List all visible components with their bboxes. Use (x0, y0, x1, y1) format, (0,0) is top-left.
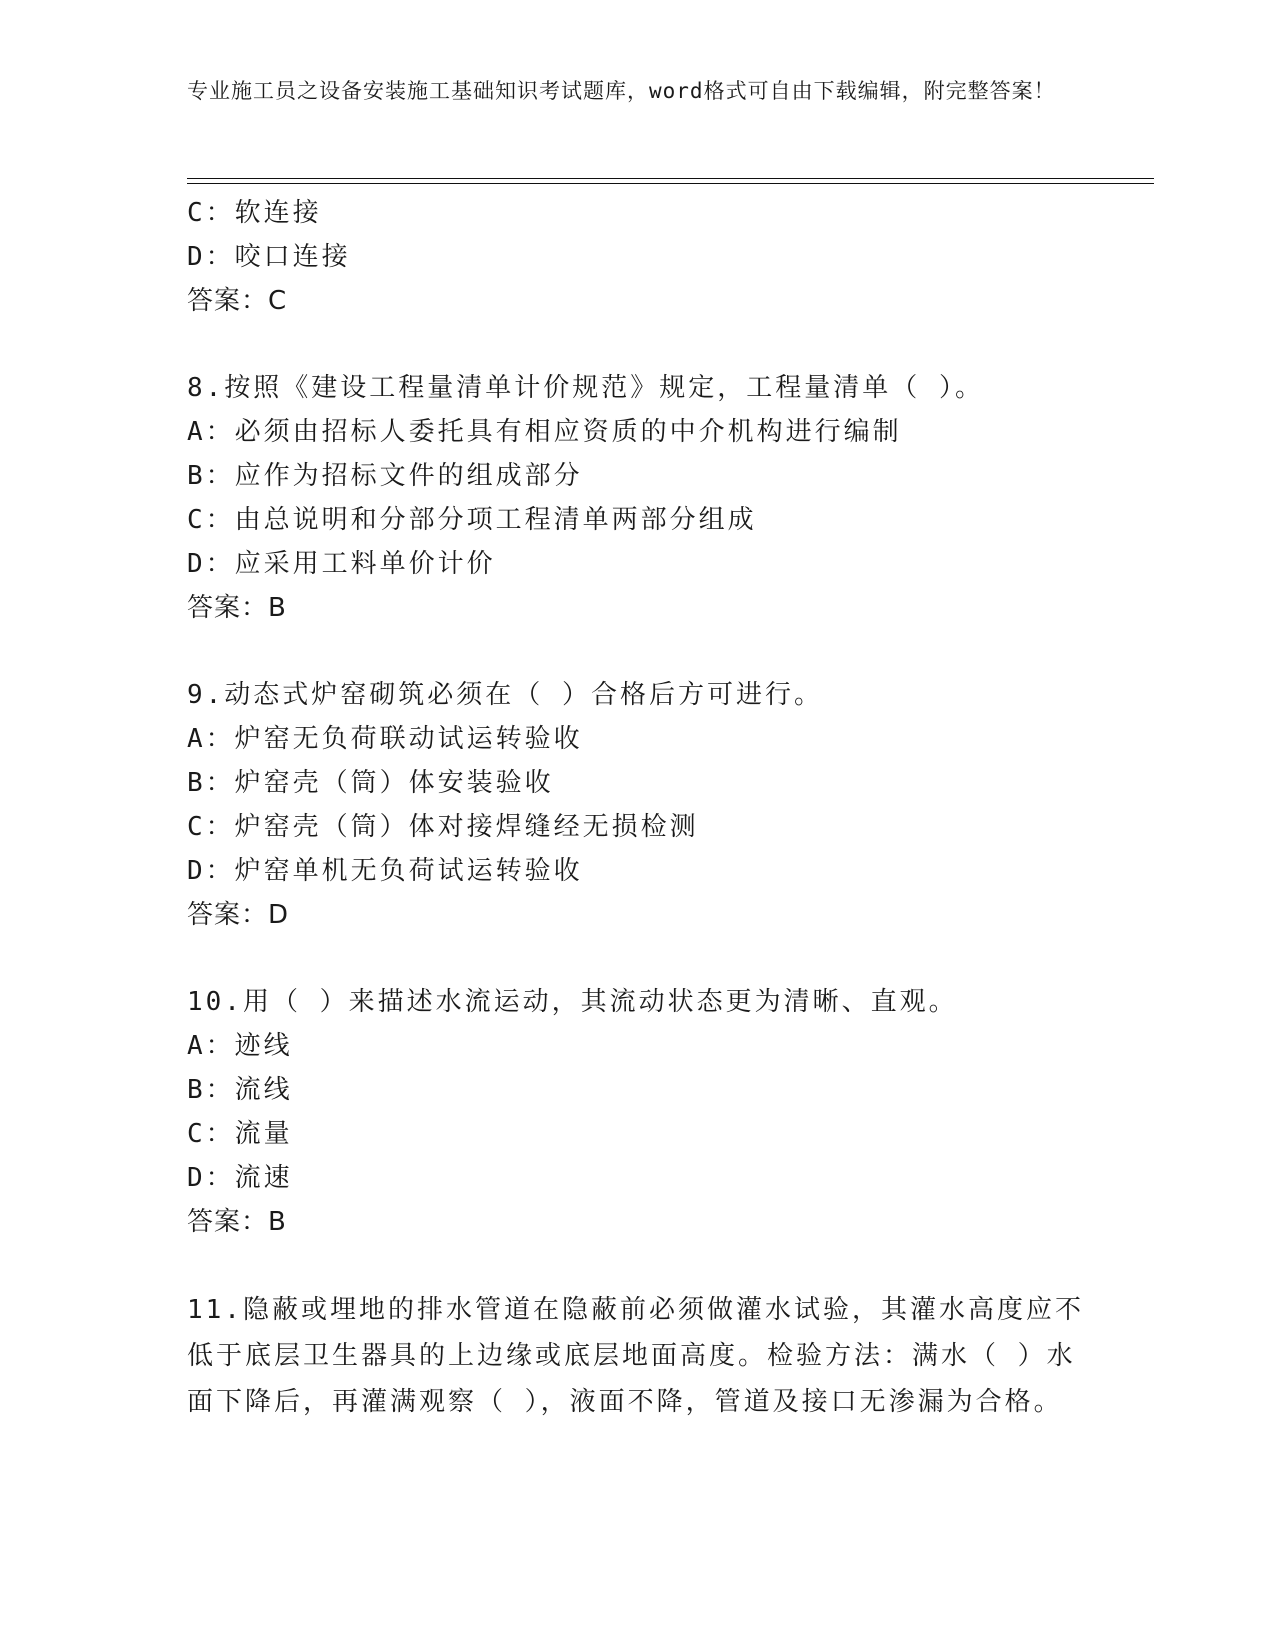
header-divider-top (187, 178, 1154, 179)
q10-question: 10.用（ ）来描述水流运动，其流动状态更为清晰、直观。 (187, 987, 958, 1017)
q7-option-d: D：咬口连接 (187, 242, 351, 272)
q7-answer: 答案：C (187, 286, 288, 316)
q9-option-a: A：炉窑无负荷联动试运转验收 (187, 724, 583, 754)
q11-question: 11.隐蔽或埋地的排水管道在隐蔽前必须做灌水试验，其灌水高度应不低于底层卫生器具的上边缘或底层地面高度。检验方法：满水（ ）水面下降后，再灌满观察（ ），液面不降，管道及接口无渗漏为合格。 (187, 1295, 1084, 1417)
document-header: 专业施工员之设备安装施工基础知识考试题库，word格式可自由下载编辑，附完整答案！ (187, 79, 1056, 103)
q8-option-b: B：应作为招标文件的组成部分 (187, 461, 583, 491)
q10-option-c: C：流量 (187, 1119, 293, 1149)
q10-option-a: A：迹线 (187, 1031, 293, 1061)
q8-question: 8.按照《建设工程量清单计价规范》规定，工程量清单（ ）。 (187, 373, 984, 403)
q9-option-d: D：炉窑单机无负荷试运转验收 (187, 856, 583, 886)
q8-option-a: A：必须由招标人委托具有相应资质的中介机构进行编制 (187, 417, 902, 447)
q8-option-c: C：由总说明和分部分项工程清单两部分组成 (187, 505, 757, 535)
q10-option-b: B：流线 (187, 1075, 293, 1105)
header-divider-bottom (187, 183, 1154, 184)
q10-answer: 答案：B (187, 1207, 287, 1237)
q9-option-b: B：炉窑壳（筒）体安装验收 (187, 768, 554, 798)
q9-option-c: C：炉窑壳（筒）体对接焊缝经无损检测 (187, 812, 699, 842)
q8-answer: 答案：B (187, 593, 287, 623)
q9-question: 9.动态式炉窑砌筑必须在（ ）合格后方可进行。 (187, 680, 823, 710)
q7-option-c: C：软连接 (187, 198, 322, 228)
q8-option-d: D：应采用工料单价计价 (187, 549, 496, 579)
q10-option-d: D：流速 (187, 1163, 293, 1193)
q9-answer: 答案：D (187, 900, 290, 930)
